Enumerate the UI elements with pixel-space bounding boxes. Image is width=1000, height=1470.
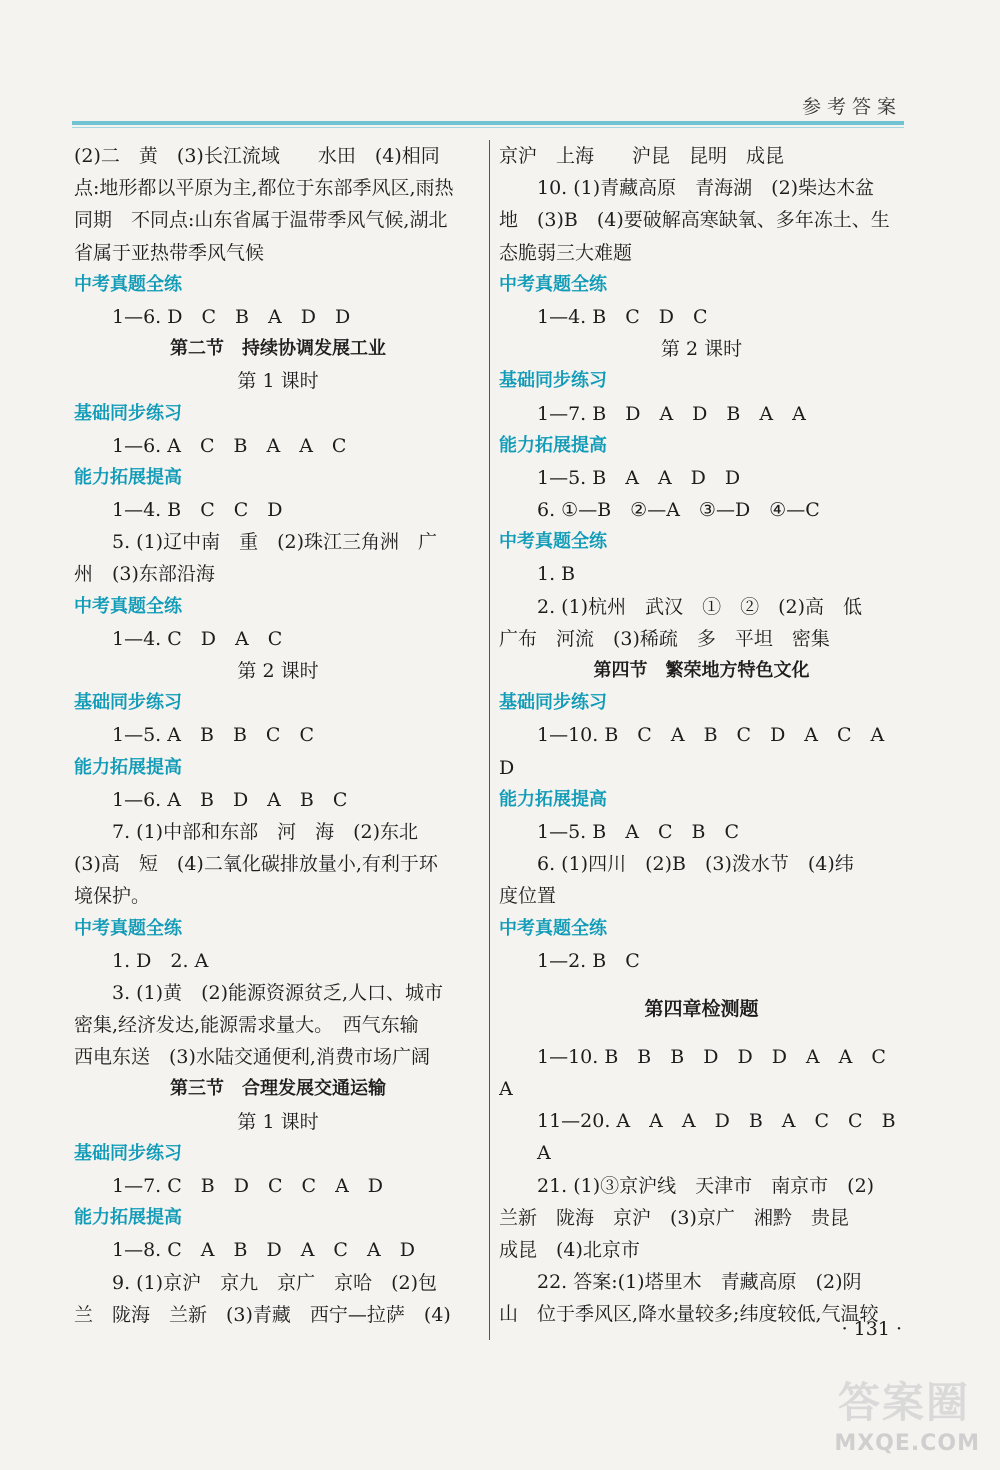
section-label: 能力拓展提高 xyxy=(74,1207,182,1229)
answer-line: 6. (1)四川 (2)B (3)泼水节 (4)纬 xyxy=(537,853,854,876)
section-label: 基础同步练习 xyxy=(74,692,182,714)
answer-line: (2)二 黄 (3)长江流域 水田 (4)相同 xyxy=(74,145,440,167)
answer-line: A xyxy=(499,1078,513,1101)
answer-line: 7. (1)中部和东部 河 海 (2)东北 xyxy=(112,820,418,843)
answer-line: 密集,经济发达,能源需求量大。 西气东输 xyxy=(74,1014,419,1037)
chapter-heading: 第四章检测题 xyxy=(644,997,759,1020)
answer-line: 1—7. C B D C C A D xyxy=(112,1175,384,1197)
answer-line: 1—8. C A B D A C A D xyxy=(112,1239,415,1262)
answer-line: 境保护。 xyxy=(74,885,151,908)
answer-line: 1—10. B C A B C D A C A xyxy=(537,724,885,747)
answer-line: 省属于亚热带季风气候 xyxy=(74,241,265,264)
header-rule-thin xyxy=(72,127,904,128)
answer-line: 1—4. B C C D xyxy=(112,499,283,522)
answer-line: 点:地形都以平原为主,都位于东部季风区,雨热 xyxy=(74,177,454,200)
section-label: 中考真题全练 xyxy=(499,273,607,295)
lesson-heading: 第 2 课时 xyxy=(660,338,743,361)
answer-line: 1—6. D C B A D D xyxy=(112,305,351,328)
answer-line: 1—4. C D A C xyxy=(112,627,283,650)
answer-line: 1—5. A B B C C xyxy=(112,724,314,747)
answer-line: 1—10. B B B D D D A A C xyxy=(537,1045,886,1068)
section-heading: 第四节 繁荣地方特色文化 xyxy=(593,660,810,681)
answer-line: 态脆弱三大难题 xyxy=(499,241,633,264)
section-label: 中考真题全练 xyxy=(74,917,182,939)
answer-line: (3)高 短 (4)二氧化碳排放量小,有利于环 xyxy=(74,853,438,876)
watermark-logo: 答案圈 xyxy=(837,1378,970,1427)
page-number: · 131 · xyxy=(841,1318,902,1340)
answer-line: 西电东送 (3)水陆交通便利,消费市场广阔 xyxy=(74,1046,430,1069)
answer-line: 21. (1)③京沪线 天津市 南京市 (2) xyxy=(537,1174,875,1197)
lesson-heading: 第 1 课时 xyxy=(237,370,319,393)
answer-line: 兰 陇海 兰新 (3)青藏 西宁—拉萨 (4) xyxy=(74,1303,451,1326)
answer-line: 山 位于季风区,降水量较多;纬度较低,气温较 xyxy=(499,1303,879,1326)
section-label: 中考真题全练 xyxy=(74,273,182,295)
answer-line: 10. (1)青藏高原 青海湖 (2)柴达木盆 xyxy=(537,177,875,200)
answer-line: 京沪 上海 沪昆 昆明 成昆 xyxy=(499,145,785,167)
section-label: 能力拓展提高 xyxy=(74,466,182,488)
column-divider xyxy=(489,140,490,1340)
answer-line: 地 (3)B (4)要破解高寒缺氧、多年冻土、生 xyxy=(499,209,890,232)
answer-line: 1—6. A C B A A C xyxy=(112,434,347,457)
answer-line: 1—5. B A A D D xyxy=(537,466,741,489)
answer-line: 同期 不同点:山东省属于温带季风气候,湖北 xyxy=(74,209,448,232)
section-label: 基础同步练习 xyxy=(499,370,607,392)
header-rule xyxy=(72,121,904,125)
answer-line: 3. (1)黄 (2)能源资源贫乏,人口、城市 xyxy=(112,981,444,1004)
answer-line: 1. D 2. A xyxy=(112,949,209,972)
lesson-heading: 第 1 课时 xyxy=(237,1110,319,1133)
watermark-site: MXQE.COM xyxy=(834,1431,980,1456)
section-label: 能力拓展提高 xyxy=(74,756,182,778)
answer-line: 11—20. A A A D B A C C B xyxy=(537,1110,896,1133)
section-label: 能力拓展提高 xyxy=(499,788,607,810)
header-title: 参考答案 xyxy=(801,96,902,118)
answer-line: A xyxy=(537,1142,551,1165)
section-label: 基础同步练习 xyxy=(499,692,607,714)
answer-line: 成昆 (4)北京市 xyxy=(499,1239,640,1261)
answer-line: D xyxy=(499,756,515,779)
answer-line: 22. 答案:(1)塔里木 青藏高原 (2)阴 xyxy=(537,1271,862,1294)
right-column xyxy=(499,140,904,1331)
answer-line: 5. (1)辽中南 重 (2)珠江三角洲 广 xyxy=(112,531,437,554)
lesson-heading: 第 2 课时 xyxy=(237,660,319,682)
answer-line: 2. (1)杭州 武汉 ① ② (2)高 低 xyxy=(537,595,862,618)
answer-line: 1—6. A B D A B C xyxy=(112,788,348,811)
answer-line: 1—7. B D A D B A A xyxy=(537,402,806,425)
section-label: 能力拓展提高 xyxy=(499,434,607,456)
answer-line: 兰新 陇海 京沪 (3)京广 湘黔 贵昆 xyxy=(499,1206,849,1229)
answer-line: 度位置 xyxy=(499,885,557,908)
section-label: 基础同步练习 xyxy=(74,402,182,424)
answer-line: 6. ①—B ②—A ③—D ④—C xyxy=(537,499,820,522)
answer-line: 1—2. B C xyxy=(537,949,640,972)
answer-line: 广布 河流 (3)稀疏 多 平坦 密集 xyxy=(499,627,830,650)
section-heading: 第三节 合理发展交通运输 xyxy=(170,1078,386,1100)
section-label: 中考真题全练 xyxy=(499,531,607,553)
answer-line: 1—4. B C D C xyxy=(537,305,708,328)
section-label: 中考真题全练 xyxy=(499,917,607,939)
answer-line: 州 (3)东部沿海 xyxy=(74,563,215,586)
answer-line: 1. B xyxy=(537,563,576,586)
answer-line: 1—5. B A C B C xyxy=(537,820,739,843)
left-column xyxy=(74,140,482,1331)
section-heading: 第二节 持续协调发展工业 xyxy=(170,338,386,360)
section-label: 中考真题全练 xyxy=(74,595,182,617)
section-label: 基础同步练习 xyxy=(74,1142,182,1164)
answer-line: 9. (1)京沪 京九 京广 京哈 (2)包 xyxy=(112,1271,437,1294)
